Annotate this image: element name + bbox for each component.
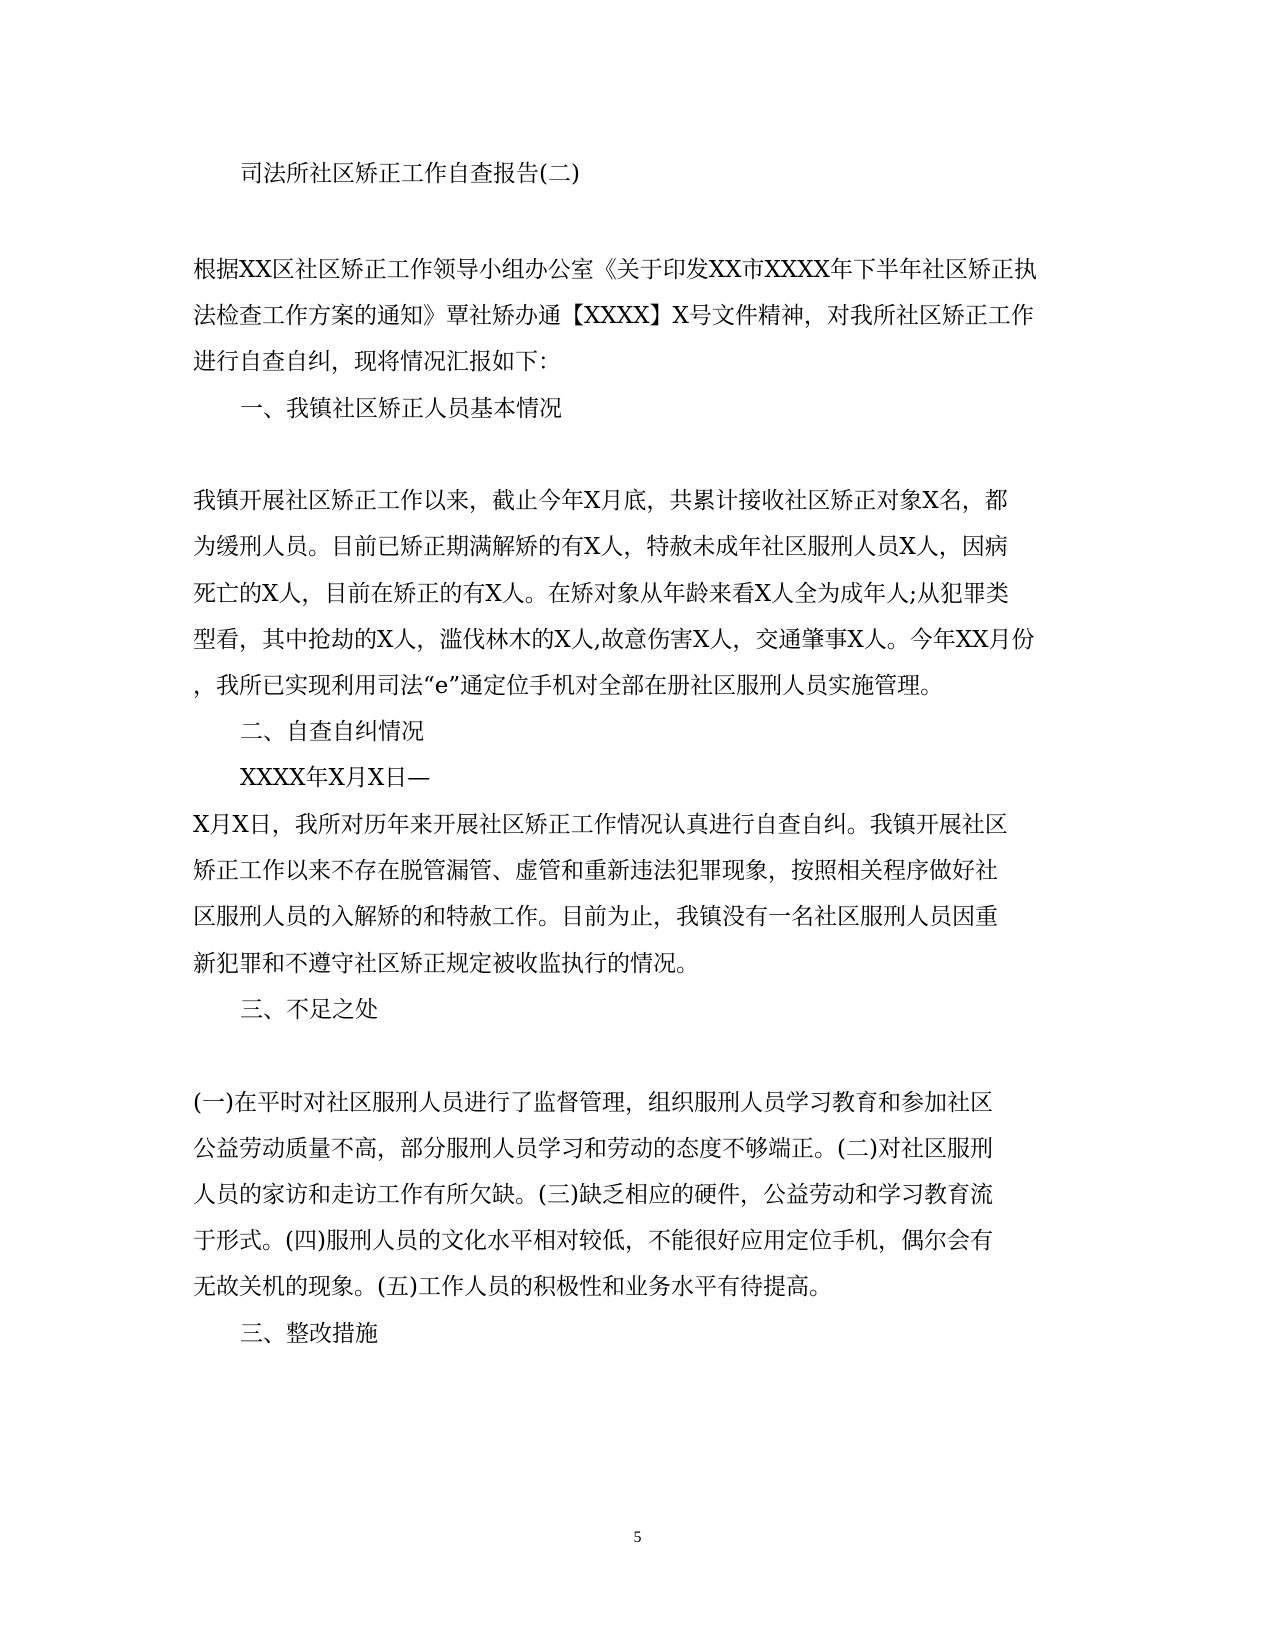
paragraph-line: 死亡的X人，目前在矫正的有X人。在矫对象从年龄来看X人全为成年人;从犯罪类 [193, 581, 1009, 607]
section-heading: 三、整改措施 [240, 1321, 378, 1347]
paragraph-line: 为缓刑人员。目前已矫正期满解矫的有X人，特赦未成年社区服刑人员X人，因病 [193, 534, 1008, 560]
paragraph-line: 区服刑人员的入解矫的和特赦工作。目前为止，我镇没有一名社区服刑人员因重 [193, 904, 998, 930]
paragraph-line: 型看，其中抢劫的X人，滥伐林木的X人,故意伤害X人，交通肇事X人。今年XX月份 [193, 627, 1035, 653]
intro-line: 法检查工作方案的通知》覃社矫办通【XXXX】X号文件精神，对我所社区矫正工作 [193, 303, 1034, 329]
paragraph-line: 人员的家访和走访工作有所欠缺。(三)缺乏相应的硬件，公益劳动和学习教育流 [193, 1182, 993, 1208]
paragraph-line: (一)在平时对社区服刑人员进行了监督管理，组织服刑人员学习教育和参加社区 [193, 1090, 993, 1116]
paragraph-line: 公益劳动质量不高，部分服刑人员学习和劳动的态度不够端正。(二)对社区服刑 [193, 1136, 993, 1162]
date-line: XXXX年X月X日— [240, 765, 431, 791]
paragraph-line: 新犯罪和不遵守社区矫正规定被收监执行的情况。 [193, 951, 699, 977]
paragraph-line: 我镇开展社区矫正工作以来，截止今年X月底，共累计接收社区矫正对象X名，都 [193, 488, 1008, 514]
page-number: 5 [633, 1529, 642, 1546]
doc-title: 司法所社区矫正工作自查报告(二) [240, 161, 580, 187]
intro-line: 进行自查自纠，现将情况汇报如下： [193, 349, 561, 375]
intro-line: 根据XX区社区矫正工作领导小组办公室《关于印发XX市XXXX年下半年社区矫正执 [193, 257, 1037, 283]
paragraph-line: 无故关机的现象。(五)工作人员的积极性和业务水平有待提高。 [193, 1274, 832, 1300]
section-heading: 三、不足之处 [240, 997, 378, 1023]
section-heading: 一、我镇社区矫正人员基本情况 [240, 396, 562, 422]
paragraph-line: 矫正工作以来不存在脱管漏管、虚管和重新违法犯罪现象，按照相关程序做好社 [193, 858, 998, 884]
paragraph-line: X月X日，我所对历年来开展社区矫正工作情况认真进行自查自纠。我镇开展社区 [193, 812, 1008, 838]
section-heading: 二、自查自纠情况 [240, 719, 424, 745]
paragraph-line: 于形式。(四)服刑人员的文化水平相对较低，不能很好应用定位手机，偶尔会有 [193, 1228, 993, 1254]
paragraph-line: ，我所已实现利用司法“e”通定位手机对全部在册社区服刑人员实施管理。 [193, 673, 944, 699]
